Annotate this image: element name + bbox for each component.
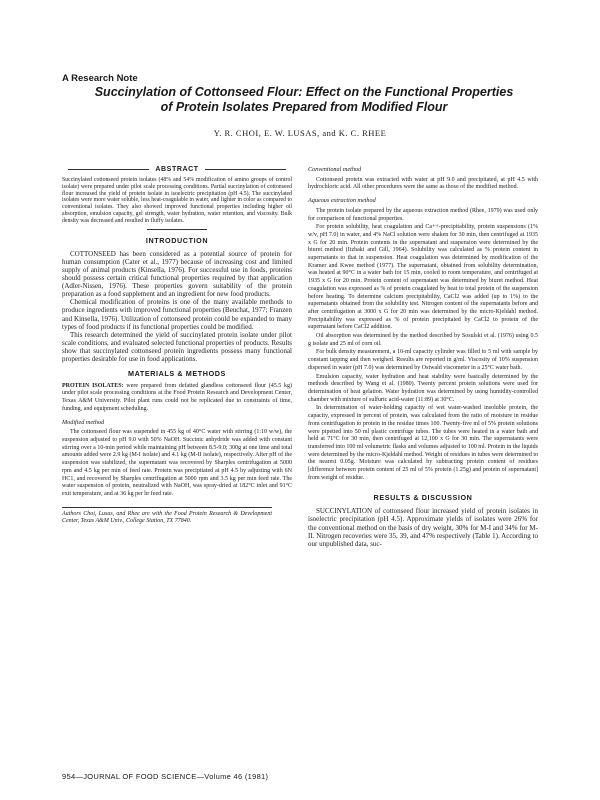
aqueous-paragraph-5: Emulsion capacity, water hydration and heat stability were basically determined by the methods described by Wang et al. (1980). Twenty percent protein solutions were used for determination of heat gelation. Water hydration was determined by using humidity-controlled chamber with mixture of sulfuric acid-water (11:89) at 30°C. [308, 373, 538, 403]
abstract-heading-row [62, 166, 292, 174]
materials-text-1: were prepared from defatted glandless cottonseed flour (45.5 kg) under pilot scale processing conditions at the Food Protein Research and Development Center, Texas A&M University. Pilot plant runs could not be replicated due to constraints of time, funding, and equipment scheduling. [62, 382, 292, 412]
materials-heading: MATERIALS & METHODS [128, 369, 226, 379]
introduction-body [62, 250, 292, 363]
right-column [308, 166, 538, 550]
research-note-label: A Research Note [62, 73, 138, 84]
results-paragraph: SUCCINYLATION of cottonseed flour increased yield of protein isolates in isoelectric precipitation (pH 4.5). Approximate yields of isolates were 26% for the conventional method on the basis of dry weight, 30% for M-I and 34% for M-II. Nitrogen recoveries were 35, 39, and 47% respectively (Table 1). According to our unpublished data, suc- [308, 507, 538, 549]
conventional-method-heading: Conventional method [308, 166, 362, 173]
abstract-heading: ABSTRACT [155, 166, 199, 173]
page-footer: 954—JOURNAL OF FOOD SCIENCE—Volume 46 (1981) [62, 772, 269, 781]
materials-lead: PROTEIN ISOLATES [62, 382, 122, 389]
intro-paragraph-3: This research determined the yield of succinylated protein isolate under pilot scale conditions, and evaluated selected functional properties of products. Results show that succinylated cottonseed protein ingredients possess many functional properties desirable for use in food applications. [62, 330, 292, 363]
conventional-paragraph: Cottonseed protein was extracted with water at pH 9.0 and precipitated, at pH 4.5 with hydrochloric acid. All other procedures were the same as those of the modified method. [308, 176, 538, 191]
introduction-heading: INTRODUCTION [145, 236, 209, 246]
results-body [308, 507, 538, 548]
aqueous-paragraph-2: For protein solubility, heat coagulation and Ca++-precipitability, protein suspensions (1% w/v, pH 7.0) in water, and 4% NaCl solution were shaken for 30 min, then centrifuged at 1935 x G for 20 min. Protein contents in the supernatant and suspension were determined by the biuret method (Itzhaki and Gill, 1964). Solubility was calculated as % protein content in supernatants to that in suspension. Heat coagulation was determined by modification of the Kramer and Kwee method (1977). The supernatant, obtained from solubility determination, was heated at 90°C in a water bath for 15 min, cooled to room temperature, and centrifuged at 1935 x G for 20 min. Protein content of supernatant was determined by biuret method. Heat coagulation was expressed as % of protein coagulated by heat to total protein of the suspension before heating. To determine calcium precipitability, CaCl2 was added (up to 1%) to the supernatants obtained from the solubility test. Nitrogen content of the supernatants before and after centrifugation at 3000 x G for 20 min was determined by the micro-Kjeldahl method. Precipitability was expressed as % of protein precipitated by CaCl2 to protein of the supernatant before CaCl2 addition. [308, 224, 538, 331]
aqueous-method-heading: Aqueous extraction method [308, 197, 376, 205]
author-footnote: Authors Choi, Lusas, and Rhee are with the Food Protein Research & Development Center, Texas A&M Univ., College Station, TX 77840. [62, 507, 272, 526]
intro-paragraph-1: COTTONSEED has been considered as a potential source of protein for human consumption (Cater et al., 1977) because of increasing cost and limited supply of animal products (Kinsella, 1976). For successful use in foods, proteins should possess certain critical functional properties required by that application (Adler-Nissen, 1976). These properties govern suitability of the protein preparation as a food supplement and an ingredient for new food products. [62, 249, 292, 299]
left-column [62, 166, 292, 525]
abstract-end-rule [147, 229, 207, 230]
title-line-1: Succinylation of Cottonseed Flour: Effect on the Functional Properties [94, 85, 514, 99]
materials-paragraph-1: PROTEIN ISOLATES: were prepared from defatted glandless cottonseed flour (45.5 kg) under pilot scale processing conditions at the Food Protein Research and Development Center, Texas A&M University. Pilot plant runs could not be replicated due to constraints of time, funding, and equipment scheduling. [62, 382, 292, 412]
aqueous-paragraph-4: For bulk density measurement, a 10-ml capacity cylinder was filled to 5 ml with sample by constant tapping and then weighed. Results are reported in g/ml. Viscosity of 10% suspension dispersed in water (pH 7.0) was determined by Ostwald viscometer in a 25°C water bath. [308, 349, 538, 371]
intro-paragraph-2: Chemical modification of proteins is one of the many available methods to produce ingredients with improved functional properties (Beuchat, 1977; Franzen and Kinsella, 1976). Utilization of cottonseed protein could be expanded to many types of food products if its functional properties could be modified. [62, 298, 292, 331]
modified-method-heading: Modified method [62, 418, 105, 426]
aqueous-paragraph-6: In determination of water-holding capacity of wet water-washed insoluble protein, the capacity, expressed in percent of protein, was calculated from the ratio of moisture in residue from centrifugation to protein in the residue times 100. Twenty-five ml of 5% protein solutions were pipetted into 50 ml plastic centrifuge tubes. The tubes were heated in a water bath and held at 71°C for 30 min, then centrifuged at 12,100 x G for 30 min. The supernatants were transferred into 100 ml volumetric flasks and volumes adjusted to 100 ml. Protein in the liquids were determined by the micro-Kjeldahl method. Weight of residues in tubes were determined to the nearest 0.05g. Moisture was calculated by subtracting protein content of residues [difference between protein content of 25 ml of 5% protein (1.25g) and protein of supernatant] from weight of residue. [308, 405, 539, 481]
aqueous-paragraph-1: The protein isolate prepared by the aqueous extraction method (Rhee, 1979) was used only for comparison of functional properties. [308, 207, 538, 222]
abstract-text: Succinylated cottonseed protein isolates (48% and 54% modification of amino groups of control isolate) were prepared under pilot scale processing conditions. Partial succinylation of cottonseed flour increased the yield of protein isolate in isoelectric precipitation (pH 4.5). The succinylated isolates were more water soluble, less heat-coagulable in water, and lighter in color as compared to conventional isolates. They also showed improved functional properties including higher oil absorption, emulsion capacity, gel strength, water hydration, water retention, and viscosity. Bulk density was decreased and resulted in fluffy isolates. [62, 176, 292, 225]
abstract-rule-left [68, 169, 149, 170]
article-title [64, 85, 544, 115]
results-heading: RESULTS & DISCUSSION [373, 493, 473, 503]
abstract-rule-right [205, 169, 286, 170]
materials-paragraph-2: The cottonseed flour was suspended in 455 kg of 40°C water with stirring (1:10 w/w), the suspension adjusted to pH 9.0 with 50% NaOH. Succinic anhydride was added with constant stirring over a 10-min period while maintaining pH between 8.5-9.0; 300g at one time and total amounts added were 2.9 kg (M-I isolate) and 4.1 kg (M-II isolate), respectively. After pH of the suspension was stabilized, the supernatant was recovered by Sharples centrifugation at 5000 rpm and 4.5 kg per min of feed rate. Protein was precipitated at pH 4.5 by adjusting with 6N HC1, and recovered by Sharples centrifugation at 5000 rpm and 3.5 kg per min feed rate. The water suspension of protein, neutralized with NaOH, was spray-dried at 182°C inlet and 91°C exit temperature, and at 36 kg per hr feed rate. [62, 429, 292, 497]
title-line-2: of Protein Isolates Prepared from Modified Flour [160, 100, 448, 114]
author-line: Y. R. CHOI, E. W. LUSAS, and K. C. RHEE [213, 128, 387, 138]
aqueous-paragraph-3: Oil absorption was determined by the method described by Sosulski et al. (1976) using 0.5 g isolate and 25 ml of corn oil. [308, 333, 538, 347]
